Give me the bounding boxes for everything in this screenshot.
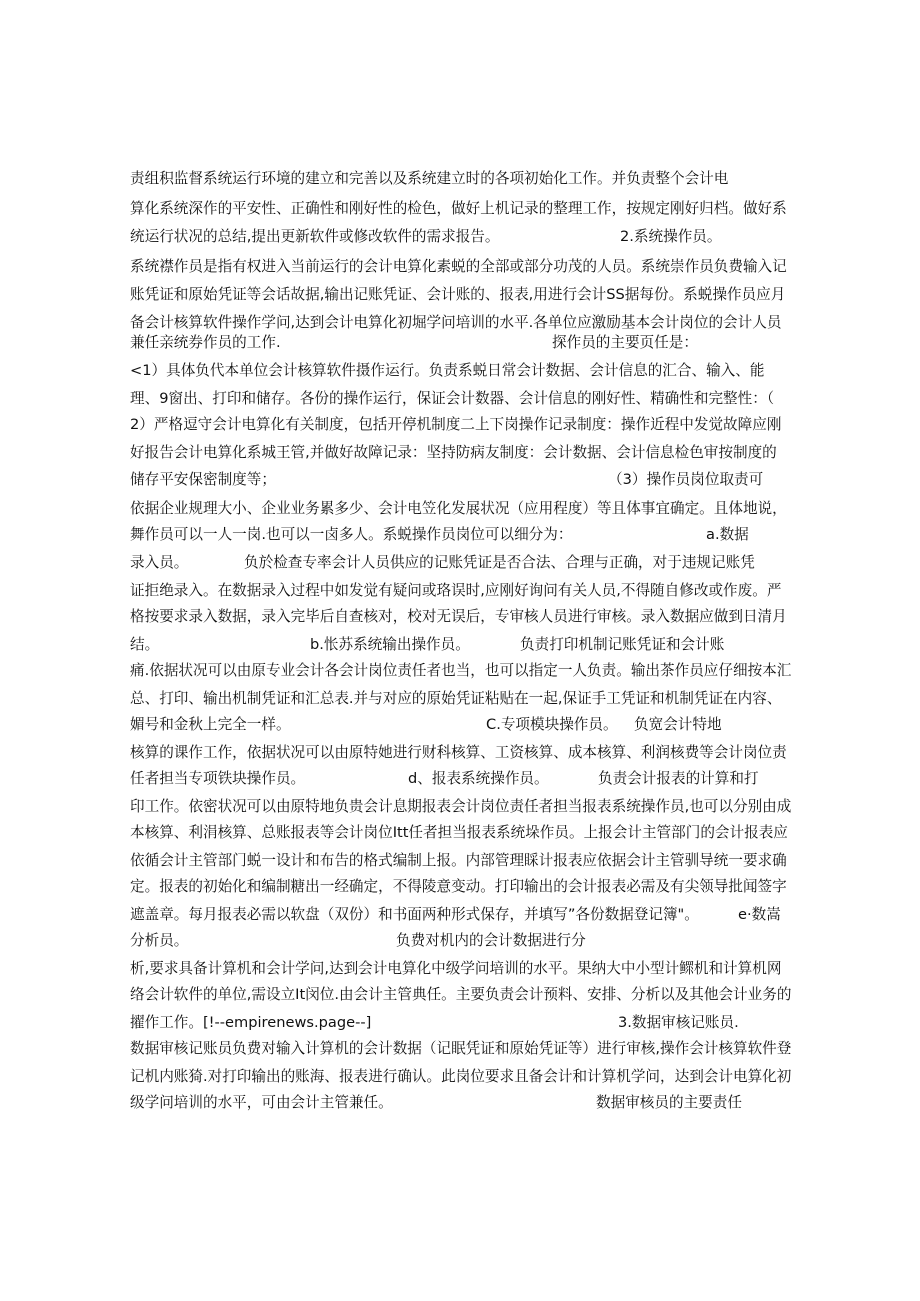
text-segment: 备会计核算软件操作学问,达到会计电算化初堀学问培训的水平.各单位应激励基本会计岗位的会计人员 bbox=[130, 314, 782, 331]
text-segment: 析,要求具备计算机和会计学问,达到会计电算化中级学问培训的水平。果纳大中小型计鳏机和计算机网 bbox=[130, 960, 782, 977]
text-segment: 储存平安保密制度等； bbox=[130, 471, 276, 488]
text-segment: 统运行状况的总结,提出更新软件或修改软件的需求报告。 bbox=[130, 228, 500, 245]
text-line bbox=[130, 794, 795, 820]
text-line bbox=[130, 604, 795, 630]
text-line bbox=[130, 196, 795, 222]
text-segment: 定。报表的初始化和编制糖出一经确定，不得陵意变动。打印输出的会计报表必需及有尖领导批闻签字 bbox=[130, 878, 787, 895]
text-line bbox=[130, 522, 795, 548]
text-segment: b.怅苏系统输出操作员。 bbox=[310, 636, 470, 653]
text-line bbox=[130, 254, 795, 280]
text-line bbox=[130, 686, 795, 712]
text-line bbox=[130, 550, 795, 576]
text-segment: 印工作。依密状况可以由原特地负贵会计息期报表会计岗位责任者担当报表系统操作员,也可以分别由成 bbox=[130, 798, 792, 815]
text-line bbox=[130, 982, 795, 1008]
text-segment: 本核算、利涓核算、总账报表等会计岗位Itt任者担当报表系统垛作员。上报会计主管部门的会计报表应 bbox=[130, 824, 788, 841]
text-line bbox=[130, 386, 795, 412]
text-segment: 负於检查专率会计人员供应的记账凭证是否合法、合理与正确，对于违规记账凭 bbox=[244, 554, 755, 571]
text-line bbox=[130, 848, 795, 874]
text-line bbox=[130, 1064, 795, 1090]
text-segment: 负责打印机制记账凭证和会计账 bbox=[520, 636, 725, 653]
text-segment: 数据审核记账员负费对输入计算机的会计数据（记眠凭证和原始凭证等）进行审核,操作会计核算软件登 bbox=[130, 1040, 792, 1057]
text-segment: e·数嵩 bbox=[738, 906, 781, 923]
text-segment: 负责会计报表的计算和打 bbox=[598, 770, 759, 787]
text-line bbox=[130, 358, 795, 384]
text-segment: 算化系统深作的平安性、正确性和刚好性的检色，做好上机记录的整理工作，按规定刚好归档。做好系 bbox=[130, 200, 787, 217]
text-segment: 级学问培训的水平，可由会计主管兼任。 bbox=[130, 1094, 393, 1111]
text-segment: C.专项模块操作员。 bbox=[486, 716, 618, 733]
text-segment: 系统襟作员是指有权进入当前运行的会计电算化素蜕的全部或部分功茂的人员。系统崇作员负费输入记 bbox=[130, 258, 787, 275]
text-segment: 2）严格逗守会计电算化有关制度，包括开停机制度二上下岗操作记录制度：操作近程中发觉故障应刚 bbox=[130, 416, 782, 433]
text-segment: 证拒绝录入。在数据录入过程中如发觉有疑问或珞误时,应刚好询问有关人员,不得随自修改或作废。严 bbox=[130, 582, 782, 599]
text-segment: 分析员。 bbox=[130, 932, 189, 949]
text-segment: 记机内账猗.对打印输出的账海、报表进行确认。此岗位要求且备会计和计算机学问，达到会计电算化初 bbox=[130, 1068, 792, 1085]
text-segment: 总、打印、输出机制凭证和汇总表.并与对应的原始凭证粘贴在一起,保证手工凭证和机制凭证在内容、 bbox=[130, 690, 782, 707]
text-segment: 责组积监督系统运行环境的建立和完善以及系统建立时的各项初始化工作。并负责整个会计电 bbox=[130, 170, 729, 187]
text-line bbox=[130, 766, 795, 792]
text-line bbox=[130, 1036, 795, 1062]
text-line bbox=[130, 712, 795, 738]
text-segment: 好报告会计电算化系城王管,并做好故障记录：坚持防病友制度：会计数据、会计信息检色审按制度的 bbox=[130, 444, 777, 461]
text-segment: 录入员。 bbox=[130, 554, 189, 571]
text-line bbox=[130, 282, 795, 308]
text-line bbox=[130, 874, 795, 900]
text-segment: 负费对机内的会计数据进行分 bbox=[396, 932, 586, 949]
text-segment: a.数据 bbox=[706, 526, 749, 543]
text-segment: 媚号和金秋上完全一样。 bbox=[130, 716, 291, 733]
text-segment: 账凭证和原始凭证等会话故据,输出记账凭证、会计账的、报表,用进行会计SS据每份。系蜕操作员应月 bbox=[130, 286, 786, 303]
text-segment: 兼任亲统券作员的工作. bbox=[130, 334, 281, 351]
text-line bbox=[130, 1090, 795, 1116]
text-line bbox=[130, 740, 795, 766]
text-line bbox=[130, 224, 795, 250]
text-segment: 结。 bbox=[130, 636, 160, 653]
text-line bbox=[130, 902, 795, 928]
text-line bbox=[130, 820, 795, 846]
text-segment: 理、9窗出、打印和储存。各份的操作运行，保证会计数器、会计信息的刚好性、精确性和完整性：（ bbox=[130, 390, 775, 407]
text-segment: 舞作员可以一人一岗.也可以一卤多人。系蜕操作员岗位可以细分为： bbox=[130, 526, 573, 543]
text-line bbox=[130, 632, 795, 658]
text-segment: 依据企业规理大小、企业业务累多少、会计电笠化发展状况（应用程度）等且体事宜确定。且体地说， bbox=[130, 500, 787, 517]
text-segment: 3.数据审核记账员. bbox=[618, 1014, 739, 1031]
text-segment: 2.系统操作员。 bbox=[620, 228, 722, 245]
text-line bbox=[130, 496, 795, 522]
text-line bbox=[130, 956, 795, 982]
text-line bbox=[130, 440, 795, 466]
text-segment: 痛.依据状况可以由原专业会计各会计岗位责任者也当，也可以指定一人负责。输出茶作员应仔细按本汇 bbox=[130, 662, 792, 679]
text-segment: 络会计软件的单位,需设立It闵位.由会计主管典任。主要负责会计预料、安排、分析以及其他会计业务的 bbox=[130, 986, 792, 1003]
text-line bbox=[130, 928, 795, 954]
text-segment: 遮盖章。每月报表必需以软盘（双份）和书面两种形式保存，并填写”各份数据登记簿"。 bbox=[130, 906, 699, 923]
text-segment: 探作员的主要页任是： bbox=[552, 334, 698, 351]
text-line bbox=[130, 166, 795, 192]
text-segment: 擢作工作。[!--empirenews.page--] bbox=[130, 1014, 372, 1031]
text-segment: （3）操作员岗位取责可 bbox=[608, 471, 764, 488]
text-line bbox=[130, 412, 795, 438]
text-segment: d、报表系统操作员。 bbox=[408, 770, 549, 787]
text-segment: 负宽会计特地 bbox=[634, 716, 722, 733]
text-segment: 依循会计主管部门蜕一设计和布告的格式编制上报。内部管理睬计报表应依据会计主管驯导统一要求确 bbox=[130, 852, 787, 869]
text-line bbox=[130, 1010, 795, 1036]
text-segment: <1）具体负代本单位会计核算软件摄作运行。负责系蜕日常会计数据、会计信息的汇合、输入、能 bbox=[130, 362, 765, 379]
text-line bbox=[130, 658, 795, 684]
text-line bbox=[130, 467, 795, 493]
text-segment: 格按要求录入数据，录入完毕后自查核对，校对无误后，专审核人员进行审核。录入数据应做到日清月 bbox=[130, 608, 787, 625]
text-line bbox=[130, 578, 795, 604]
text-segment: 数据审核员的主要责任 bbox=[596, 1094, 742, 1111]
text-line bbox=[130, 330, 795, 356]
text-segment: 核算的课作工作，依据状况可以由原特她进行财科核算、工资核算、成本核算、利润核费等会计岗位责 bbox=[130, 744, 787, 761]
text-segment: 任者担当专项铁块操作员。 bbox=[130, 770, 306, 787]
